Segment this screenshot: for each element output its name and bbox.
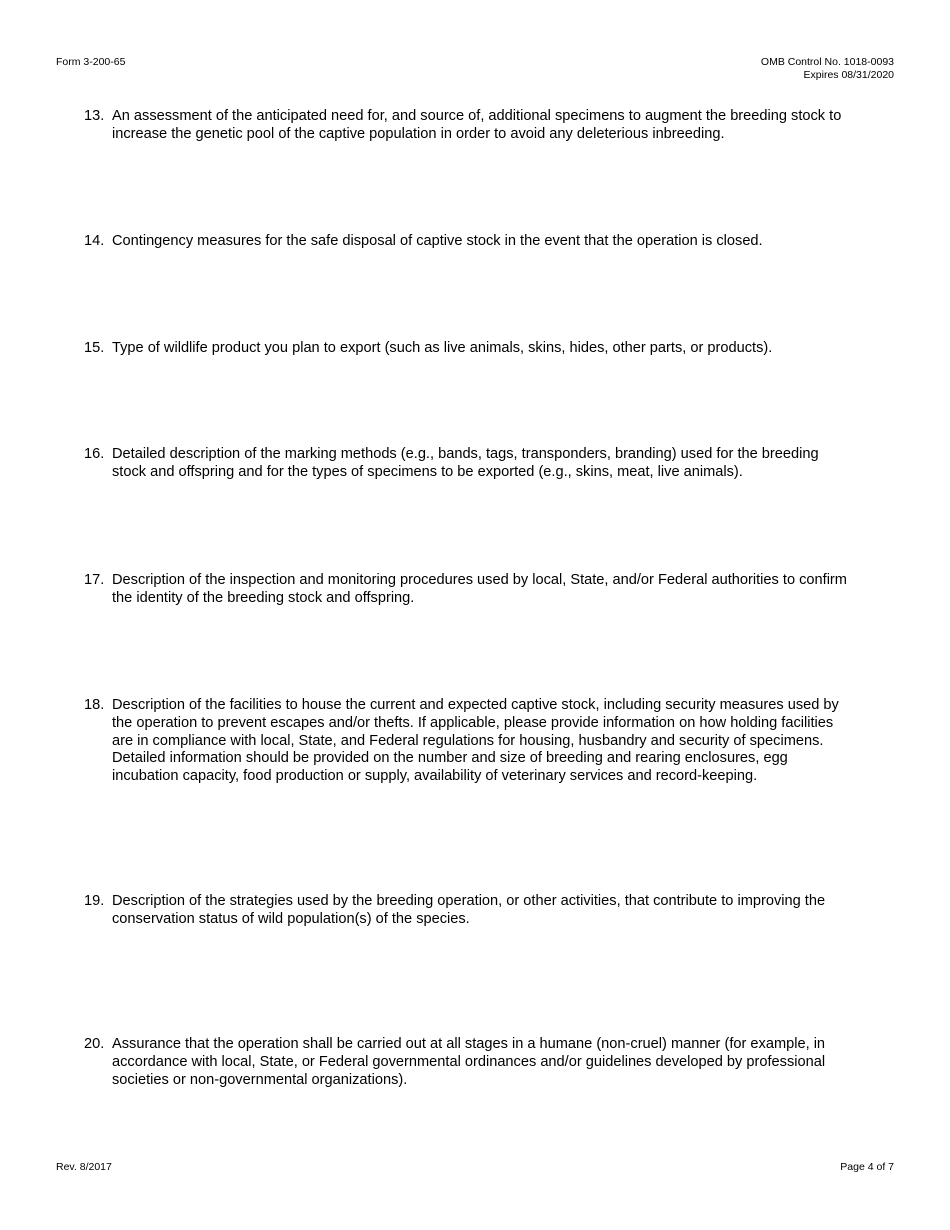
question-item-20 — [84, 1036, 852, 1089]
page-number: Page 4 of 7 — [840, 1161, 894, 1173]
form-number: Form 3-200-65 — [56, 56, 126, 68]
item-text: Description of the inspection and monitoring procedures used by local, State, and/or Federal authorities to confirm the identity of the breeding stock and offspring. — [112, 572, 847, 606]
question-item-17 — [84, 572, 852, 608]
question-item-16 — [84, 446, 852, 482]
item-text: Contingency measures for the safe disposal of captive stock in the event that the operation is closed. — [112, 233, 763, 249]
item-text: Assurance that the operation shall be carried out at all stages in a humane (non-cruel) manner (for example, in accordance with local, State, or Federal governmental ordinances and/or guidelines developed by professional societies or non-governmental organizations). — [112, 1036, 826, 1088]
item-text: Description of the strategies used by the breeding operation, or other activities, that contribute to improving the conservation status of wild population(s) of the species. — [112, 893, 826, 927]
question-item-15 — [84, 340, 852, 358]
item-text: Type of wildlife product you plan to export (such as live animals, skins, hides, other parts, or products). — [112, 340, 773, 356]
item-number: 18. — [84, 697, 105, 713]
question-item-19 — [84, 893, 852, 929]
item-number: 15. — [84, 340, 105, 356]
question-item-14 — [84, 233, 852, 251]
omb-control-number: OMB Control No. 1018-0093 — [760, 56, 894, 68]
item-number: 16. — [84, 446, 105, 462]
item-number: 14. — [84, 233, 105, 249]
item-number: 17. — [84, 572, 105, 588]
question-item-13 — [84, 108, 852, 144]
item-text: An assessment of the anticipated need for, and source of, additional specimens to augment the breeding stock to increase the genetic pool of the captive population in order to avoid any deleterious inbreeding. — [112, 108, 842, 142]
item-number: 19. — [84, 893, 105, 909]
expiration-date: Expires 08/31/2020 — [803, 69, 894, 81]
item-text: Description of the facilities to house the current and expected captive stock, including security measures used by the operation to prevent escapes and/or thefts. If applicable, please provide information on how holding facilities are in compliance with local, State, and Federal regulations for housing, husbandry and security of specimens. Detailed information should be provided on the number and size of breeding and rearing enclosures, egg incubation capacity, food production or supply, availability of veterinary services and record-keeping. — [112, 697, 839, 785]
item-number: 20. — [84, 1036, 105, 1052]
item-text: Detailed description of the marking methods (e.g., bands, tags, transponders, branding) used for the breeding stock and offspring and for the types of specimens to be exported (e.g., skins, meat, live animals). — [112, 446, 819, 480]
question-item-18 — [84, 697, 852, 786]
omb-info — [761, 56, 894, 82]
item-number: 13. — [84, 108, 105, 124]
revision-date: Rev. 8/2017 — [56, 1161, 112, 1173]
